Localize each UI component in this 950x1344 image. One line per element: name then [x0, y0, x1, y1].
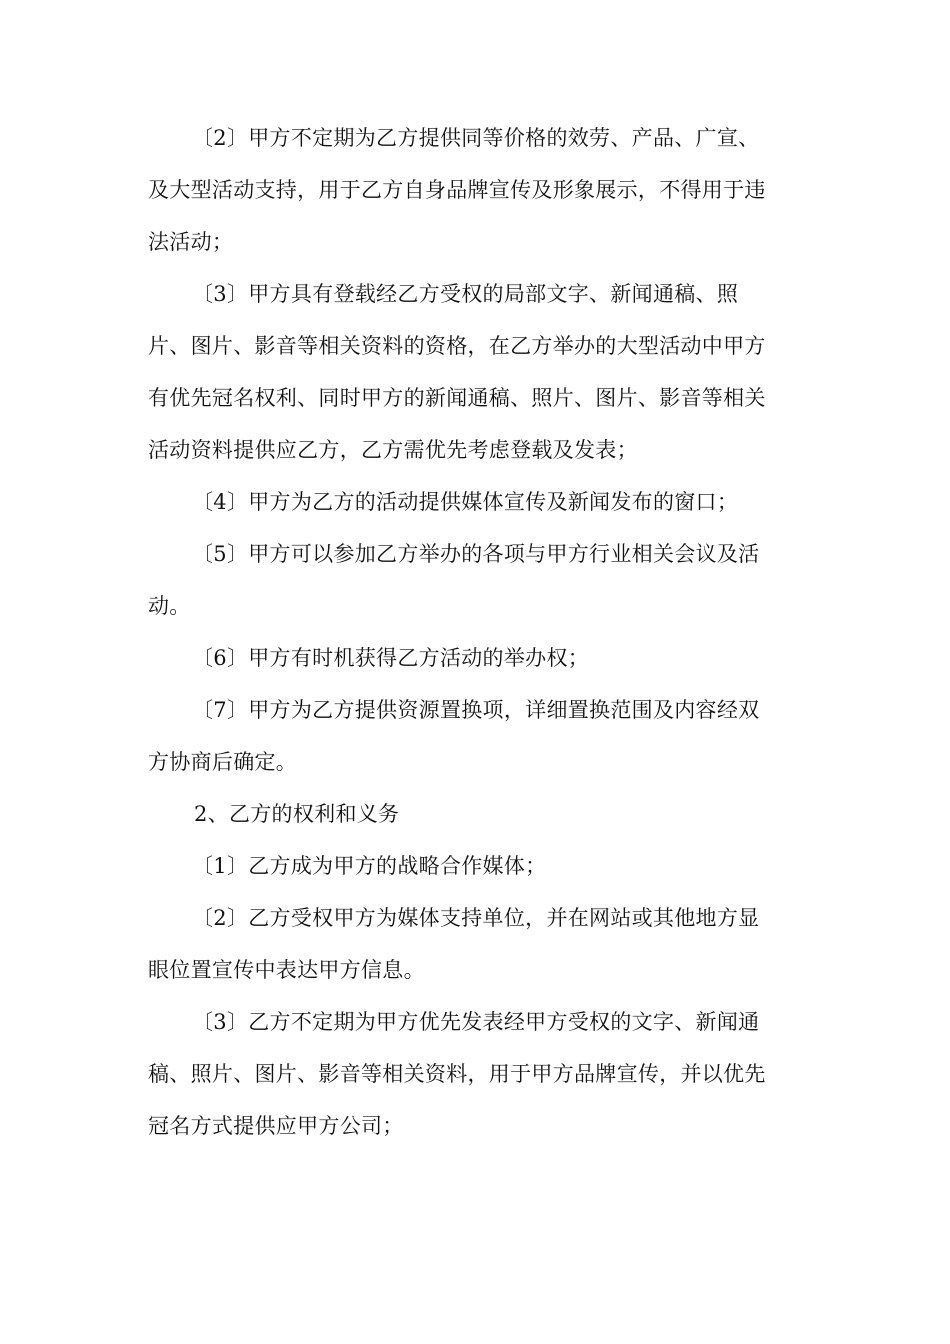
- text-line-15: 〔1〕乙方成为甲方的战略合作媒体；: [192, 854, 547, 878]
- text-line-9: 〔5〕甲方可以参加乙方举办的各项与甲方行业相关会议及活: [192, 542, 760, 566]
- text-line-10: 动。: [148, 594, 191, 618]
- document-page: [148, 112, 802, 1152]
- text-line-6: 有优先冠名权利、同时甲方的新闻通稿、照片、图片、影音等相关: [148, 386, 766, 410]
- section-heading: 2、乙方的权利和义务: [194, 802, 400, 826]
- text-line-13: 方协商后确定。: [148, 750, 298, 774]
- text-line-20: 冠名方式提供应甲方公司；: [148, 1114, 404, 1138]
- text-line-16: 〔2〕乙方受权甲方为媒体支持单位，并在网站或其他地方显: [192, 906, 760, 930]
- text-line-3: 法活动；: [148, 230, 234, 254]
- text-line-4: 〔3〕甲方具有登载经乙方受权的局部文字、新闻通稿、照: [192, 282, 739, 306]
- text-line-19: 稿、照片、图片、影音等相关资料，用于甲方品牌宣传，并以优先: [148, 1062, 766, 1086]
- text-line-18: 〔3〕乙方不定期为甲方优先发表经甲方受权的文字、新闻通: [192, 1010, 760, 1034]
- text-line-11: 〔6〕甲方有时机获得乙方活动的举办权；: [192, 646, 590, 670]
- text-line-8: 〔4〕甲方为乙方的活动提供媒体宣传及新闻发布的窗口；: [192, 490, 739, 514]
- text-line-17: 眼位置宣传中表达甲方信息。: [148, 958, 425, 982]
- text-line-1: 〔2〕甲方不定期为乙方提供同等价格的效劳、产品、广宣、: [192, 126, 760, 150]
- text-line-12: 〔7〕甲方为乙方提供资源置换项，详细置换范围及内容经双: [192, 698, 760, 722]
- text-line-7: 活动资料提供应乙方，乙方需优先考虑登载及发表；: [148, 438, 638, 462]
- text-line-5: 片、图片、影音等相关资料的资格，在乙方举办的大型活动中甲方: [148, 334, 766, 358]
- text-line-2: 及大型活动支持，用于乙方自身品牌宣传及形象展示，不得用于违: [148, 178, 766, 202]
